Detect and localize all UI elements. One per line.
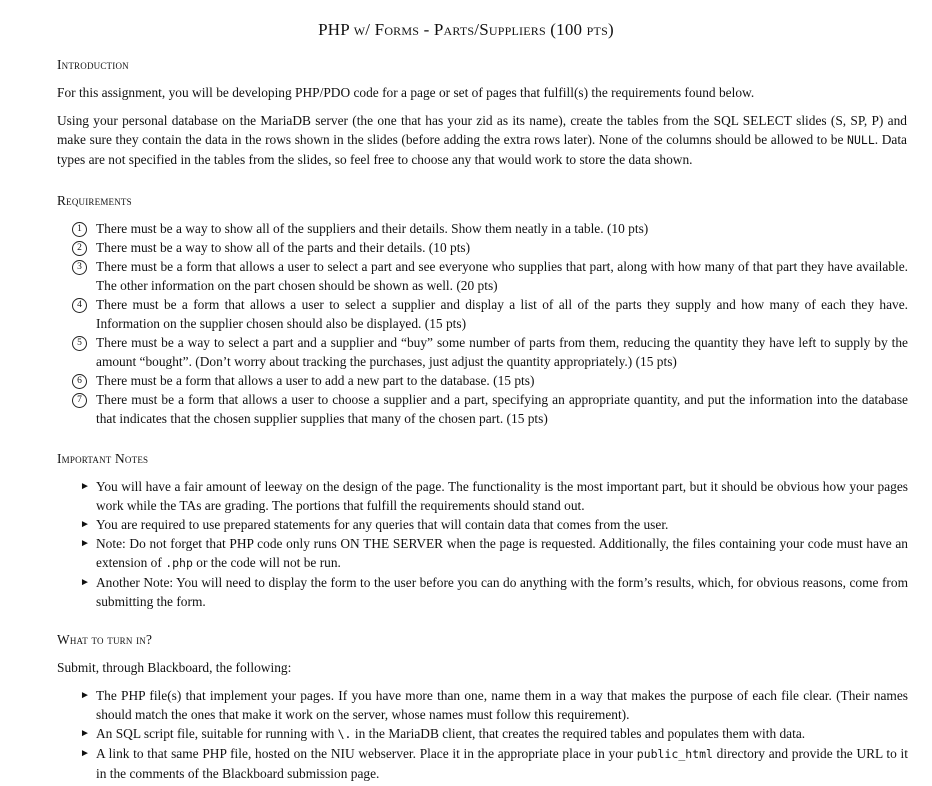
note-text-b: or the code will not be run. <box>196 555 341 570</box>
note-text-a: Note: Do not forget that PHP code only runs ON THE SERVER when the page is requested. Additionally, the files containing your code must have an extension of <box>96 536 908 570</box>
bullet-triangle-icon: ► <box>80 577 90 588</box>
php-extension-code: .php <box>165 556 193 570</box>
turn-in-text-a: An SQL script file, suitable for running with <box>96 726 335 741</box>
source-command-code: \. <box>337 727 352 741</box>
intro-p2-text-a: Using your personal database on the MariaDB server (the one that has your zid as its name), create the tables from the SQL <box>57 113 739 128</box>
requirement-text: There must be a way to show all of the suppliers and their details. Show them neatly in a table. (10 pts) <box>96 221 649 236</box>
page-title: PHP w/ Forms - Parts/Suppliers (100 pts) <box>318 20 614 39</box>
note-item <box>0 573 908 611</box>
requirement-number-badge: 6 <box>72 374 87 389</box>
requirement-number-badge: 1 <box>72 222 87 237</box>
turn-in-list <box>0 686 932 783</box>
turn-in-intro: Submit, through Blackboard, the following: <box>57 660 292 675</box>
requirement-text: There must be a form that allows a user to add a new part to the database. (15 pts) <box>96 373 535 388</box>
turn-in-text-a: A link to that same PHP file, hosted on the NIU webserver. Place it in the appropriate place in your <box>96 746 634 761</box>
requirement-item <box>0 371 908 390</box>
note-item <box>0 534 908 573</box>
requirement-text: There must be a way to select a part and a supplier and “buy” some number of parts from them, reducing the quantity they have left to supply by the amount “bought”. (Don’t worry about tracking the purchases, just adjust the quantity appropriately.) (15 pts) <box>96 335 908 369</box>
requirement-item <box>0 295 908 333</box>
turn-in-item <box>0 744 908 783</box>
requirement-item <box>0 333 908 371</box>
requirement-number-badge: 2 <box>72 241 87 256</box>
bullet-triangle-icon: ► <box>80 728 90 739</box>
bullet-triangle-icon: ► <box>80 748 90 759</box>
note-item <box>0 515 908 534</box>
turn-in-text-b: in the MariaDB client, that creates the required tables and populates them with data. <box>354 726 806 741</box>
intro-p2-text-c: . Data types are not specified in the tables from the slides, so feel free to choose any that would work to store the data shown. <box>57 132 907 167</box>
public-html-code: public_html <box>636 747 713 761</box>
requirement-number-badge: 4 <box>72 298 87 313</box>
bullet-triangle-icon: ► <box>80 690 90 701</box>
requirement-text: There must be a way to show all of the parts and their details. (10 pts) <box>96 240 471 255</box>
requirements-list <box>0 219 932 428</box>
requirement-text: There must be a form that allows a user to select a supplier and display a list of all of the parts they supply and how many of each they have. Information on the supplier chosen should also be displayed. (15 pts) <box>96 297 908 331</box>
null-keyword: NULL <box>847 133 875 147</box>
intro-p2-text-b: slides (S, SP, P) and make sure they contain the data in the rows shown in the slides (before adding the extra rows later). None of the columns should be allowed to be <box>57 113 907 147</box>
requirement-item <box>0 257 908 295</box>
bullet-triangle-icon: ► <box>80 538 90 549</box>
bullet-triangle-icon: ► <box>80 481 90 492</box>
turn-in-text: The PHP file(s) that implement your pages. If you have more than one, name them in a way that makes the purpose of each file clear. (Their names should match the ones that make it work on the server, whose names must follow this requirement). <box>96 688 908 722</box>
turn-in-item <box>0 724 908 744</box>
introduction-heading: Introduction <box>57 57 129 72</box>
bullet-triangle-icon: ► <box>80 519 90 530</box>
note-text: You are required to use prepared statements for any queries that will contain data that comes from the user. <box>96 517 669 532</box>
note-text: You will have a fair amount of leeway on the design of the page. The functionality is the most important part, but it should be obvious how your pages work while the TAs are grading. The portions that fulfill the requirements should stand out. <box>96 479 908 513</box>
intro-paragraph-1: For this assignment, you will be developing PHP/PDO code for a page or set of pages that fulfill(s) the requirements found below. <box>57 85 755 100</box>
requirement-number-badge: 3 <box>72 260 87 275</box>
sql-select-keyword: SELECT <box>742 113 792 128</box>
requirement-item <box>0 238 908 257</box>
requirement-number-badge: 7 <box>72 393 87 408</box>
note-item <box>0 477 908 515</box>
note-text: Another Note: You will need to display the form to the user before you can do anything with the form’s results, which, for obvious reasons, come from submitting the form. <box>96 575 908 609</box>
turn-in-item <box>0 686 908 724</box>
intro-paragraph-2 <box>57 111 907 169</box>
notes-list <box>0 477 932 611</box>
turn-in-text-b: directory and provide the URL to it in the comments of the Blackboard submission page. <box>96 746 909 781</box>
requirement-item <box>0 219 908 238</box>
important-notes-heading: Important Notes <box>57 451 149 466</box>
requirement-text: There must be a form that allows a user to choose a supplier and a part, specifying an appropriate quantity, and put the information into the database that indicates that the chosen supplier supplies that many of the chosen part. (15 pts) <box>96 392 908 426</box>
requirement-item <box>0 390 908 428</box>
requirements-heading: Requirements <box>57 193 132 208</box>
requirement-number-badge: 5 <box>72 336 87 351</box>
turn-in-heading: What to turn in? <box>57 632 153 647</box>
requirement-text: There must be a form that allows a user to select a part and see everyone who supplies that part, along with how many of that part they have available. The other information on the part chosen should be shown as well. (20 pts) <box>96 259 908 293</box>
